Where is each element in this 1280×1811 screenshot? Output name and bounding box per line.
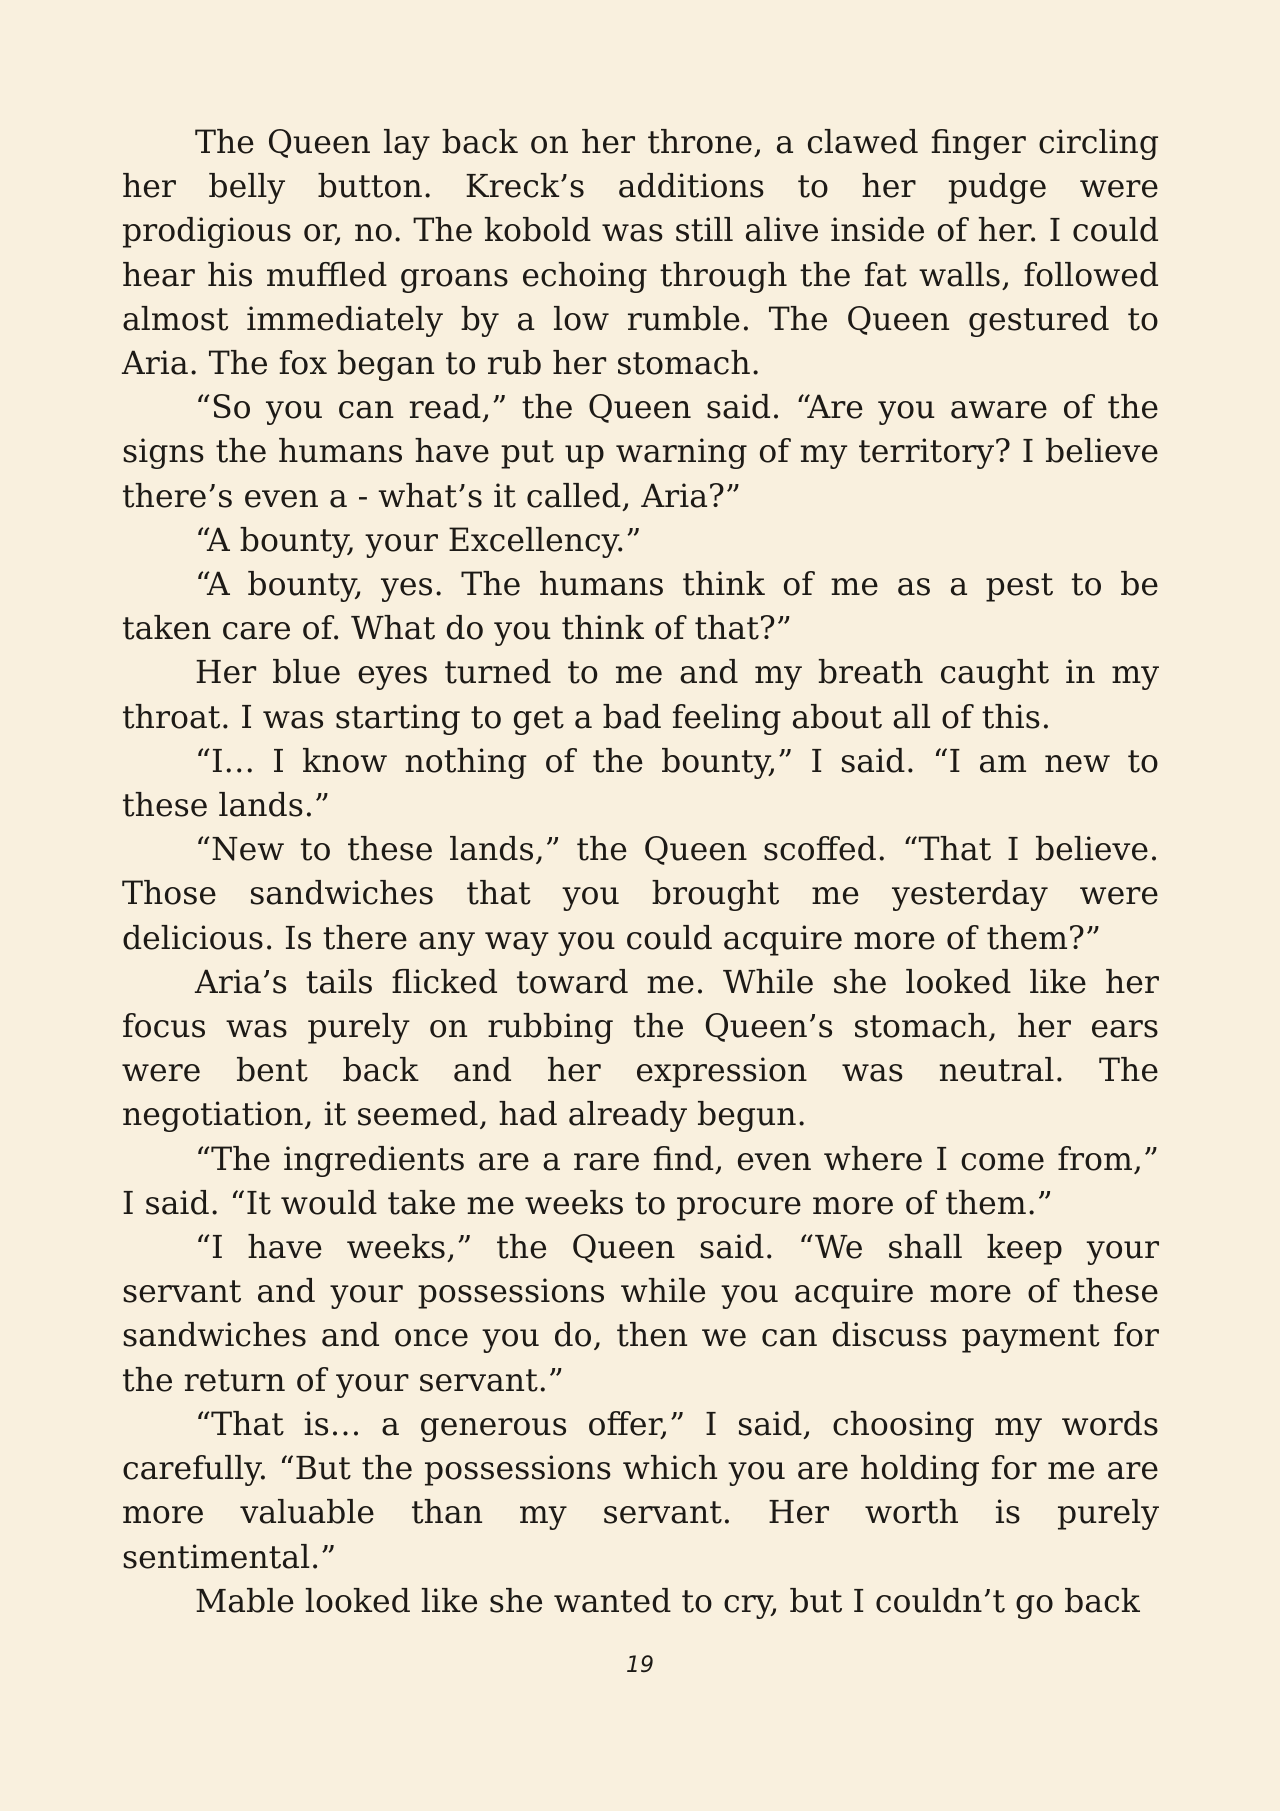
- paragraph: “New to these lands,” the Queen scoffed. “That I believe. Those sandwiches that you brought me yesterday were delicious. Is there any way you could acquire more of them?”: [122, 832, 1159, 957]
- paragraph: “A bounty, yes. The humans think of me as a pest to be taken care of. What do you think of that?”: [122, 567, 1159, 648]
- paragraph: Her blue eyes turned to me and my breath caught in my throat. I was starting to get a bad feeling about all of this.: [122, 655, 1159, 736]
- paragraph: “I… I know nothing of the bounty,” I said. “I am new to these lands.”: [122, 743, 1159, 825]
- page-number: 19: [626, 1653, 654, 1678]
- paragraph: “A bounty, your Excellency.”: [195, 522, 642, 559]
- paragraph: “That is… a generous offer,” I said, choosing my words carefully. “But the possessions which you are holding for me are more valuable than my servant. Her worth is purely sentimental.”: [122, 1406, 1159, 1576]
- body-text: [122, 121, 1159, 1624]
- paragraph: “I have weeks,” the Queen said. “We shall keep your servant and your possessions while you acquire more of these sandwiches and once you do, then we can discuss payment for the return of your servant.”: [122, 1230, 1159, 1399]
- paragraph: “The ingredients are a rare find, even where I come from,” I said. “It would take me weeks to procure more of them.”: [122, 1141, 1159, 1222]
- paragraph: “So you can read,” the Queen said. “Are you aware of the signs the humans have put up warning of my territory? I believe there’s even a - what’s it called, Aria?”: [122, 390, 1159, 515]
- paragraph: The Queen lay back on her throne, a clawed finger circling her belly button. Kreck’s additions to her pudge were prodigious or, no. The kobold was still alive inside of her. I could hear his muffled groans echoing through the fat walls, followed almost immediately by a low rumble. The Queen gestured to Aria. The fox began to rub her stomach.: [122, 125, 1159, 383]
- paragraph: Aria’s tails flicked toward me. While she looked like her focus was purely on rubbing the Queen’s stomach, her ears were bent back and her expression was neutral. The negotiation, it seemed, had already begun.: [122, 964, 1159, 1134]
- paragraph: Mable looked like she wanted to cry, but I couldn’t go back: [195, 1583, 1140, 1620]
